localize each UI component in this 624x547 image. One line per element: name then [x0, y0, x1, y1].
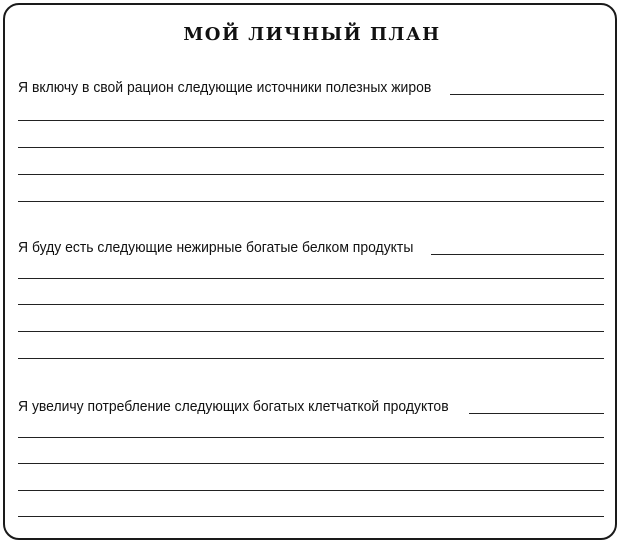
answer-line[interactable]	[18, 201, 604, 202]
answer-line[interactable]	[18, 516, 604, 517]
answer-line[interactable]	[18, 304, 604, 305]
section-fiber	[18, 396, 604, 416]
answer-line-inline[interactable]	[450, 94, 604, 95]
answer-line-inline[interactable]	[431, 254, 604, 255]
answer-line-inline[interactable]	[469, 413, 604, 414]
answer-line[interactable]	[18, 147, 604, 148]
page-title: МОЙ ЛИЧНЫЙ ПЛАН	[183, 24, 441, 45]
prompt-fats: Я включу в свой рацион следующие источники полезных жиров	[18, 79, 432, 96]
prompt-row	[18, 237, 604, 257]
prompt-protein: Я буду есть следующие нежирные богатые белком продукты	[18, 239, 414, 256]
section-protein	[18, 237, 604, 257]
answer-line[interactable]	[18, 490, 604, 491]
answer-line[interactable]	[18, 120, 604, 121]
section-fats	[18, 77, 604, 97]
answer-line[interactable]	[18, 463, 604, 464]
answer-line[interactable]	[18, 331, 604, 332]
answer-line[interactable]	[18, 358, 604, 359]
answer-line[interactable]	[18, 174, 604, 175]
prompt-row	[18, 396, 604, 416]
answer-line[interactable]	[18, 437, 604, 438]
answer-line[interactable]	[18, 278, 604, 279]
prompt-fiber: Я увеличу потребление следующих богатых клетчаткой продуктов	[18, 398, 449, 415]
prompt-row	[18, 77, 604, 97]
